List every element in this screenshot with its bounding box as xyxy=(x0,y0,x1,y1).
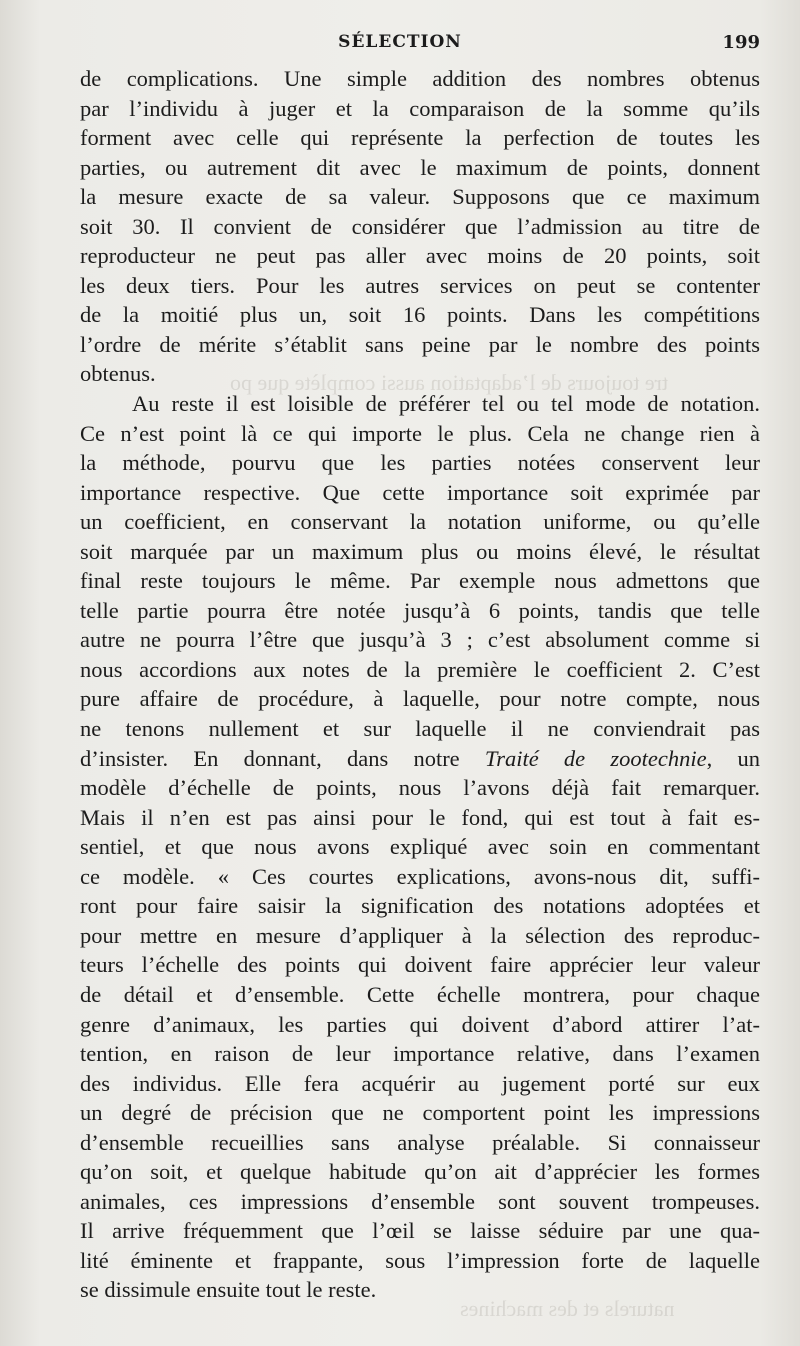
text-line: pure affaire de procédure, à laquelle, pour notre compte, nous xyxy=(80,686,760,712)
page-number: 199 xyxy=(722,32,760,53)
text-line: d’ensemble recueillies sans analyse préalable. Si connaisseur xyxy=(80,1129,760,1155)
text-line: sentiel, et que nous avons expliqué avec soin en commentant xyxy=(80,834,760,860)
text-line: ront pour faire saisir la signification des notations adoptées et xyxy=(80,893,760,919)
line-fragment: , un xyxy=(706,745,761,771)
text-line: ne tenons nullement et sur laquelle il ne conviendrait pas xyxy=(80,716,760,742)
text-line: telle partie pourra être notée jusqu’à 6 points, tandis que telle xyxy=(80,597,760,623)
text-line: obtenus. xyxy=(80,361,156,387)
text-line: genre d’animaux, les parties qui doivent d’abord attirer l’at- xyxy=(80,1011,760,1037)
line-fragment: d’insister. En donnant, dans notre xyxy=(80,745,485,771)
text-line: par l’individu à juger et la comparaison de la somme qu’ils xyxy=(80,95,760,121)
text-line: se dissimule ensuite tout le reste. xyxy=(80,1277,377,1303)
text-line: un degré de précision que ne comportent point les impressions xyxy=(80,1100,760,1126)
text-line: autre ne pourra l’être que jusqu’à 3 ; c’est absolument comme si xyxy=(80,627,760,653)
text-line: l’ordre de mérite s’établit sans peine par le nombre des points xyxy=(80,331,760,357)
book-title: Traité de zootechnie xyxy=(484,745,707,771)
page-header xyxy=(0,30,800,58)
text-line: modèle d’échelle de points, nous l’avons déjà fait remarquer. xyxy=(80,775,760,801)
paragraph-1 xyxy=(80,64,760,389)
show-through-text: tre toujours de l’adaptation aussi complète que po xyxy=(230,370,669,395)
text-line: lité éminente et frappante, sous l’impression forte de laquelle xyxy=(80,1247,760,1273)
text-line: parties, ou autrement dit avec le maximum de points, donnent xyxy=(80,154,760,180)
text-line: les deux tiers. Pour les autres services on peut se contenter xyxy=(80,272,760,298)
text-line: qu’on soit, et quelque habitude qu’on ait d’apprécier les formes xyxy=(80,1159,760,1185)
text-line: reproducteur ne peut pas aller avec moins de 20 points, soit xyxy=(80,243,760,269)
text-line: Mais il n’en est pas ainsi pour le fond, qui est tout à fait es- xyxy=(80,804,760,830)
text-line: Il arrive fréquemment que l’œil se laisse séduire par une qua- xyxy=(80,1218,760,1244)
text-line: forment avec celle qui représente la perfection de toutes les xyxy=(80,125,760,151)
body-text xyxy=(80,64,760,1305)
text-line: de la moitié plus un, soit 16 points. Dans les compétitions xyxy=(80,302,760,328)
text-line: pour mettre en mesure d’appliquer à la sélection des reproduc- xyxy=(80,922,760,948)
text-line: des individus. Elle fera acquérir au jugement porté sur eux xyxy=(80,1070,760,1096)
text-line: Au reste il est loisible de préférer tel ou tel mode de notation. xyxy=(132,391,760,417)
text-line: tention, en raison de leur importance relative, dans l’examen xyxy=(80,1041,760,1067)
text-line: ce modèle. « Ces courtes explications, avons-nous dit, suffi- xyxy=(80,863,760,889)
text-line: soit marquée par un maximum plus ou moins élevé, le résultat xyxy=(80,538,760,564)
text-line: un coefficient, en conservant la notation uniforme, ou qu’elle xyxy=(80,509,760,535)
paragraph-2 xyxy=(80,389,760,1305)
text-line: la méthode, pourvu que les parties notées conservent leur xyxy=(80,450,760,476)
running-head: SÉLECTION xyxy=(338,32,462,52)
text-line: teurs l’échelle des points qui doivent faire apprécier leur valeur xyxy=(80,952,760,978)
text-line: final reste toujours le même. Par exemple nous admettons que xyxy=(80,568,760,594)
text-line: soit 30. Il convient de considérer que l’admission au titre de xyxy=(80,213,760,239)
text-line: nous accordions aux notes de la première le coefficient 2. C’est xyxy=(80,656,760,682)
text-line: animales, ces impressions d’ensemble sont souvent trompeuses. xyxy=(80,1188,760,1214)
text-line: la mesure exacte de sa valeur. Supposons que ce maximum xyxy=(80,184,760,210)
text-line: de complications. Une simple addition des nombres obtenus xyxy=(80,66,760,91)
text-line: Ce n’est point là ce qui importe le plus. Cela ne change rien à xyxy=(80,420,760,446)
text-line-with-title xyxy=(80,744,760,774)
text-line: importance respective. Que cette importance soit exprimée par xyxy=(80,479,760,505)
show-through-text: naturels et des machines xyxy=(460,1296,675,1321)
text-line: de détail et d’ensemble. Cette échelle montrera, pour chaque xyxy=(80,981,760,1007)
